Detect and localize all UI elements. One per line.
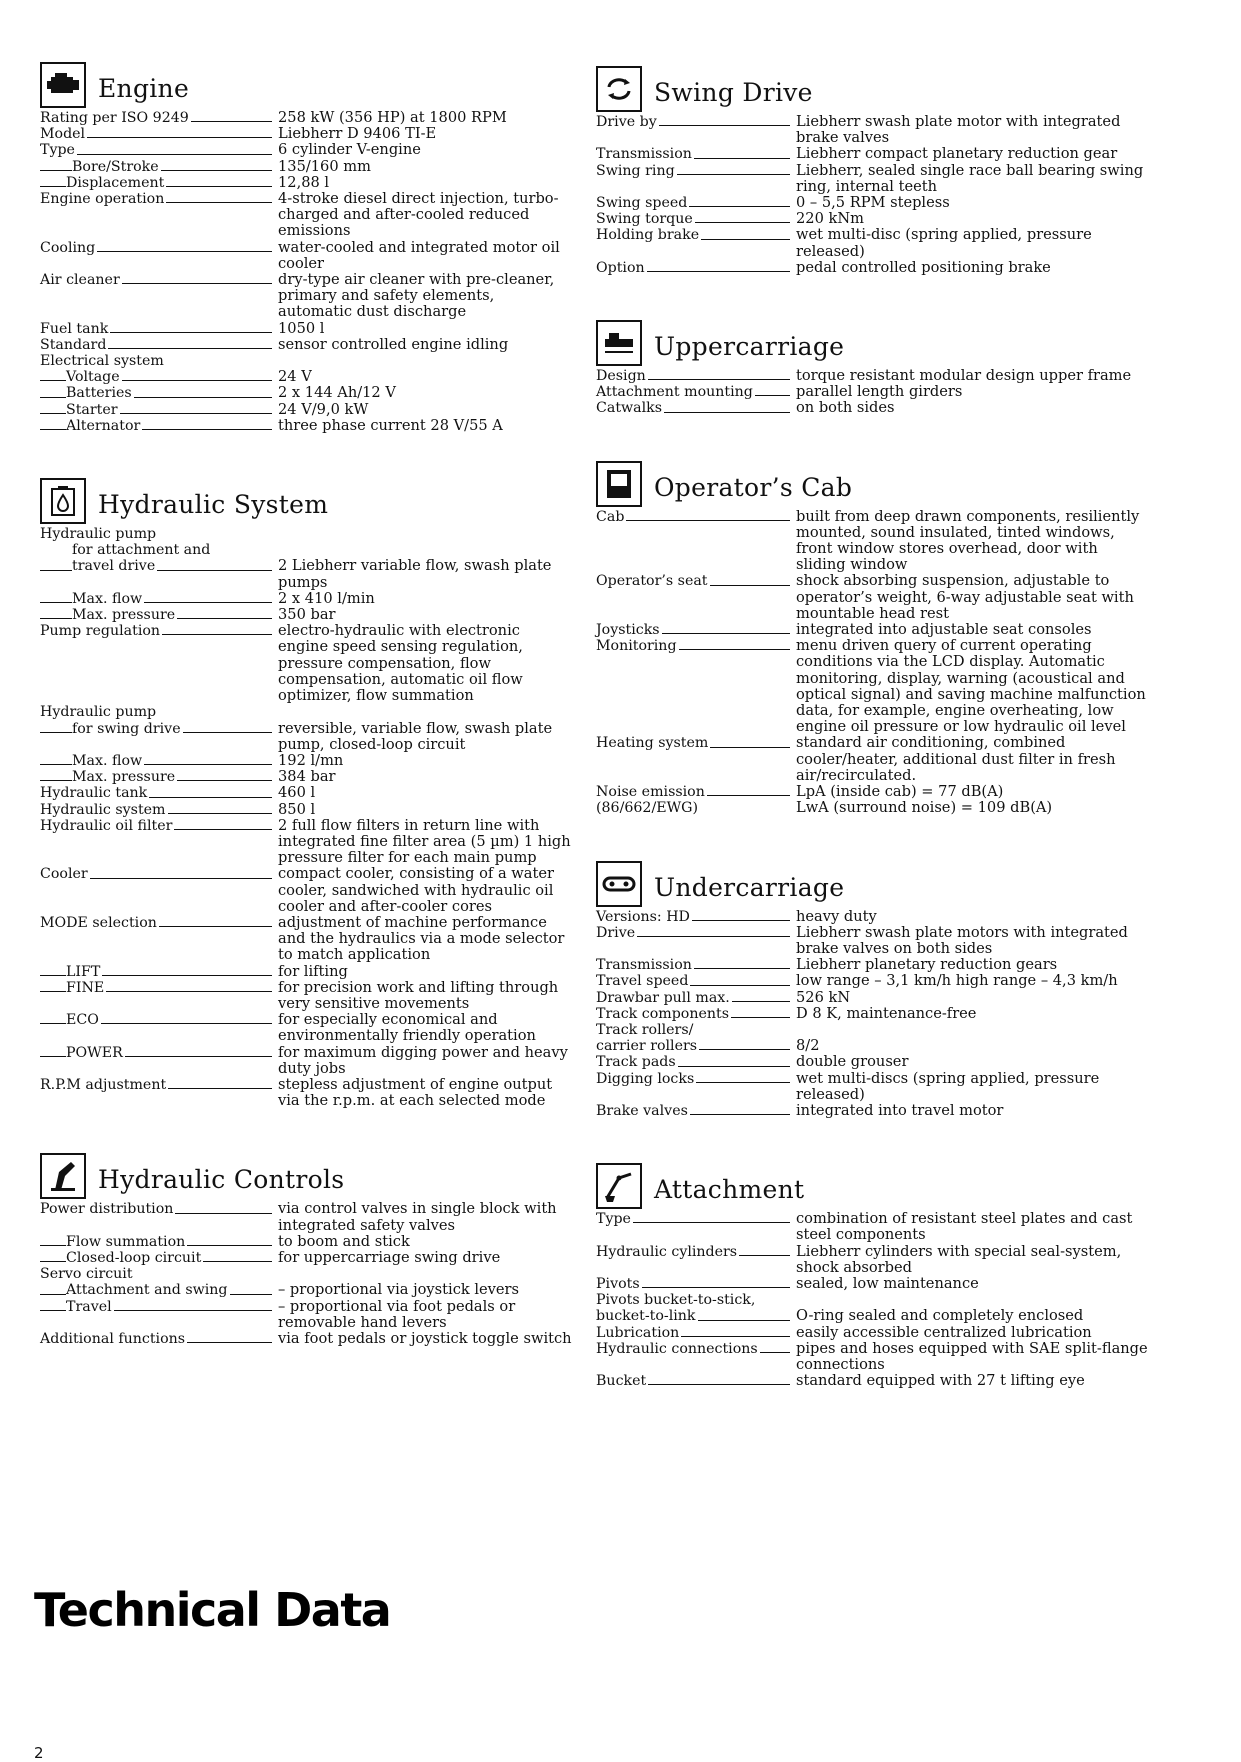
spec-row	[596, 114, 1148, 146]
spec-label: Cooler	[40, 866, 88, 883]
spec-label: Digging locks	[596, 1070, 695, 1087]
spec-value: stepless adjustment of engine output via the r.p.m. at each selected mode	[278, 1075, 553, 1110]
spec-label: Electrical system	[40, 353, 164, 370]
spec-row	[596, 638, 1148, 735]
spec-row	[596, 800, 1148, 816]
spec-label: Flow summation	[66, 1233, 186, 1250]
spec-label: ECO	[66, 1012, 99, 1029]
spec-value: three phase current 28 V/55 A	[278, 416, 503, 434]
spec-row	[40, 721, 572, 753]
spec-row	[596, 163, 1148, 195]
spec-value: water-cooled and integrated motor oil cooler	[278, 238, 560, 272]
spec-value: – proportional via joystick levers	[278, 1281, 520, 1299]
spec-label: Bucket	[596, 1373, 647, 1390]
spec-label: Hydraulic cylinders	[596, 1243, 738, 1260]
spec-value: 384 bar	[278, 768, 336, 786]
spec-value: integrated into adjustable seat consoles	[796, 621, 1092, 639]
spec-row	[40, 704, 572, 720]
spec-value: for maximum digging power and heavy duty jobs	[278, 1043, 568, 1077]
spec-row	[40, 402, 572, 418]
spec-label: Fuel tank	[40, 320, 109, 337]
spec-label: Travel speed	[596, 973, 689, 990]
spec-value: heavy duty	[796, 907, 877, 925]
spec-row	[40, 769, 572, 785]
spec-label: Hydraulic pump	[40, 526, 157, 543]
spec-label: Additional functions	[40, 1331, 186, 1347]
spec-row	[596, 573, 1148, 622]
spec-row	[40, 818, 572, 867]
spec-row	[596, 384, 1148, 400]
spec-label: Operator’s seat	[596, 573, 708, 590]
spec-row	[596, 1373, 1148, 1389]
spec-row	[40, 418, 572, 434]
spec-value: 135/160 mm	[278, 157, 371, 175]
spec-row	[596, 1276, 1148, 1292]
spec-label: Cooling	[40, 239, 96, 256]
spec-value: 24 V/9,0 kW	[278, 400, 369, 418]
spec-value: for especially economical and environmentally friendly operation	[278, 1011, 536, 1045]
spec-value: sealed, low maintenance	[796, 1274, 979, 1292]
spec-value: 258 kW (356 HP) at 1800 RPM	[278, 109, 507, 126]
spec-row	[596, 1038, 1148, 1054]
uppercarriage-section	[596, 304, 1148, 417]
spec-value: 2 x 144 Ah/12 V	[278, 384, 396, 402]
spec-row	[40, 1012, 572, 1044]
spec-row	[596, 1325, 1148, 1341]
spec-label: Swing torque	[596, 211, 693, 228]
excavator-arm-icon	[596, 1163, 642, 1209]
undercarriage-section	[596, 845, 1148, 1120]
spec-value: via control valves in single block with integrated safety valves	[278, 1200, 557, 1234]
spec-value: pedal controlled positioning brake	[796, 258, 1051, 276]
spec-label: Pump regulation	[40, 623, 161, 640]
spec-label: FINE	[66, 979, 105, 996]
hydraulic-controls-section	[40, 1137, 572, 1347]
spec-value: built from deep drawn components, resiliently mounted, sound insulated, tinted windows, front window stores overhead, door with sliding window	[796, 507, 1140, 574]
spec-label: Attachment mounting	[596, 384, 753, 401]
spec-value: 2 full flow filters in return line with integrated fine filter area (5 µm) 1 high pressure filter for each main pump	[278, 816, 571, 867]
spec-row	[596, 260, 1148, 276]
spec-row	[40, 591, 572, 607]
spec-row	[40, 785, 572, 801]
attachment-section	[596, 1147, 1148, 1389]
spec-row	[596, 1022, 1148, 1038]
spec-label: Bore/Stroke	[72, 158, 159, 175]
spec-row	[596, 1103, 1148, 1119]
spec-label: Transmission	[596, 146, 692, 163]
spec-value: on both sides	[796, 399, 895, 417]
spec-value: 1050 l	[278, 319, 325, 337]
hydraulic-controls-title: Hydraulic Controls	[98, 1165, 345, 1195]
engine-section	[40, 46, 572, 434]
spec-row	[40, 159, 572, 175]
spec-value: 2 x 410 l/min	[278, 589, 375, 607]
spec-label: Joysticks	[596, 622, 660, 639]
spec-row	[40, 1266, 572, 1282]
track-icon	[596, 861, 642, 907]
operators-cab-title: Operator’s Cab	[654, 472, 853, 502]
spec-row	[596, 1071, 1148, 1103]
spec-value: 460 l	[278, 784, 316, 802]
spec-label: Hydraulic oil filter	[40, 817, 173, 834]
spec-row	[596, 509, 1148, 574]
spec-row	[40, 753, 572, 769]
spec-label: R.P.M adjustment	[40, 1076, 167, 1093]
spec-label: Closed-loop circuit	[66, 1249, 202, 1266]
spec-label: Cab	[596, 508, 625, 525]
spec-value: torque resistant modular design upper frame	[796, 367, 1132, 385]
spec-row	[40, 142, 572, 158]
spec-label: Air cleaner	[40, 272, 120, 289]
spec-row	[40, 980, 572, 1012]
cab-icon	[596, 461, 642, 507]
spec-row	[596, 957, 1148, 973]
hydraulic-system-title: Hydraulic System	[98, 490, 329, 520]
spec-label: Batteries	[66, 385, 132, 402]
spec-value: 8/2	[796, 1037, 820, 1055]
right-column	[596, 50, 1148, 1417]
spec-value: 350 bar	[278, 606, 336, 624]
spec-label: Max. flow	[72, 590, 143, 607]
spec-label: Drive by	[596, 114, 657, 130]
spec-label: Lubrication	[596, 1324, 680, 1341]
spec-row	[596, 1308, 1148, 1324]
spec-value: Liebherr D 9406 TI-E	[278, 125, 437, 143]
spec-label: Hydraulic tank	[40, 785, 148, 802]
spec-value: 24 V	[278, 368, 312, 386]
spec-value: sensor controlled engine idling	[278, 335, 509, 353]
spec-row	[40, 558, 572, 590]
spec-value: double grouser	[796, 1053, 909, 1071]
spec-row	[596, 146, 1148, 162]
spec-value: dry-type air cleaner with pre-cleaner, primary and safety elements, automatic dust discharge	[278, 271, 555, 321]
spec-value: pipes and hoses equipped with SAE split-flange connections	[796, 1339, 1148, 1373]
spec-value: – proportional via foot pedals or removable hand levers	[278, 1297, 516, 1331]
engine-title: Engine	[98, 74, 190, 103]
hydraulic-tank-icon	[40, 478, 86, 524]
spec-value: shock absorbing suspension, adjustable to operator’s weight, 6-way adjustable seat with mountable head rest	[796, 572, 1134, 622]
spec-label: Voltage	[66, 369, 120, 386]
spec-row	[40, 175, 572, 191]
spec-value: Liebherr, sealed single race ball bearing swing ring, internal teeth	[796, 161, 1144, 195]
spec-label: Brake valves	[596, 1102, 688, 1119]
spec-row	[596, 990, 1148, 1006]
spec-value: electro-hydraulic with electronic engine speed sensing regulation, pressure compensation, flow compensation, automatic oil flow optimizer, flow summation	[278, 622, 523, 705]
rotation-arrows-icon	[596, 66, 642, 112]
spec-label: bucket-to-link	[596, 1308, 696, 1325]
spec-row	[40, 191, 572, 240]
spec-value: for precision work and lifting through very sensitive movements	[278, 978, 559, 1012]
spec-value: via foot pedals or joystick toggle switch	[278, 1330, 572, 1347]
spec-row	[596, 909, 1148, 925]
swing-drive-section	[596, 50, 1148, 276]
spec-label: Starter	[66, 401, 118, 418]
spec-value: 12,88 l	[278, 173, 330, 191]
spec-row	[596, 925, 1148, 957]
spec-value: menu driven query of current operating conditions via the LCD display. Automatic monitoring, display, warning (acoustical and optical signal) and saving machine malfunction data, for example, engine overheating, low engine oil pressure or low hydraulic oil level	[796, 637, 1146, 736]
spec-label: Catwalks	[596, 400, 663, 417]
spec-label: Option	[596, 259, 645, 276]
spec-row	[596, 195, 1148, 211]
spec-label: Max. pressure	[72, 607, 176, 624]
spec-row	[40, 110, 572, 126]
spec-value: standard equipped with 27 t lifting eye	[796, 1372, 1085, 1390]
swing-drive-title: Swing Drive	[654, 78, 813, 107]
spec-value: for lifting	[278, 962, 348, 980]
spec-label: Hydraulic system	[40, 801, 166, 818]
spec-row	[596, 622, 1148, 638]
spec-value: wet multi-disc (spring applied, pressure released)	[796, 226, 1092, 260]
spec-row	[40, 240, 572, 272]
left-column	[40, 46, 572, 1375]
spec-value: adjustment of machine performance and the hydraulics via a mode selector to match application	[278, 913, 565, 964]
spec-value: integrated into travel motor	[796, 1101, 1004, 1119]
spec-row	[40, 1045, 572, 1077]
spec-label: Hydraulic pump	[40, 704, 157, 721]
spec-row	[596, 1292, 1148, 1308]
spec-row	[40, 526, 572, 542]
technical-data-title: Technical Data	[34, 1583, 391, 1637]
spec-row	[596, 1341, 1148, 1373]
spec-label: Versions: HD	[596, 908, 690, 925]
spec-row	[40, 866, 572, 915]
spec-row	[40, 1077, 572, 1109]
spec-label: for swing drive	[72, 720, 181, 737]
spec-row	[40, 353, 572, 369]
spec-value: 2 Liebherr variable flow, swash plate pumps	[278, 557, 552, 591]
spec-row	[40, 385, 572, 401]
spec-label: Swing ring	[596, 162, 675, 179]
spec-label: POWER	[66, 1044, 123, 1061]
spec-row	[40, 369, 572, 385]
spec-row	[40, 1201, 572, 1233]
undercarriage-title: Undercarriage	[654, 872, 845, 902]
spec-label: Power distribution	[40, 1201, 174, 1218]
spec-value: 4-stroke diesel direct injection, turbo-charged and after-cooled reduced emissions	[278, 190, 559, 240]
spec-row	[40, 1299, 572, 1331]
spec-value: Liebherr swash plate motors with integrated brake valves on both sides	[796, 923, 1128, 957]
spec-row	[40, 337, 572, 353]
spec-row	[40, 607, 572, 623]
spec-row	[40, 1282, 572, 1298]
spec-value: D 8 K, maintenance-free	[796, 1004, 977, 1022]
spec-row	[596, 1211, 1148, 1243]
spec-label: Track rollers/	[596, 1021, 694, 1038]
spec-row	[40, 623, 572, 704]
spec-label: for attachment and	[72, 542, 211, 559]
spec-row	[596, 973, 1148, 989]
spec-value: O-ring sealed and completely enclosed	[796, 1307, 1084, 1325]
spec-value: 192 l/mn	[278, 751, 344, 769]
spec-label: Servo circuit	[40, 1266, 133, 1283]
spec-label: LIFT	[66, 963, 101, 980]
spec-row	[40, 915, 572, 964]
hydraulic-system-section	[40, 462, 572, 1109]
spec-label: Attachment and swing	[66, 1282, 228, 1299]
spec-row	[40, 321, 572, 337]
spec-label: Max. flow	[72, 752, 143, 769]
spec-label: Drive	[596, 924, 636, 941]
spec-value: easily accessible centralized lubrication	[796, 1323, 1092, 1341]
spec-value: for uppercarriage swing drive	[278, 1248, 501, 1266]
spec-value: compact cooler, consisting of a water cooler, sandwiched with hydraulic oil cooler and after-cooler cores	[278, 865, 554, 915]
spec-label: Swing speed	[596, 195, 688, 212]
spec-label: MODE selection	[40, 914, 157, 931]
spec-row	[596, 735, 1148, 784]
spec-label: Travel	[66, 1298, 112, 1315]
spec-label: Monitoring	[596, 638, 677, 655]
spec-value: parallel length girders	[796, 383, 963, 401]
spec-label: Model	[40, 126, 86, 143]
attachment-title: Attachment	[654, 1175, 805, 1205]
engine-icon	[40, 62, 86, 108]
spec-row	[596, 1006, 1148, 1022]
spec-label: Noise emission	[596, 784, 705, 801]
spec-label: (86/662/EWG)	[596, 800, 699, 817]
spec-row	[596, 368, 1148, 384]
spec-value: standard air conditioning, combined cooler/heater, additional dust filter in fresh air/recirculated.	[796, 734, 1116, 784]
spec-value: Liebherr cylinders with special seal-system, shock absorbed	[796, 1242, 1122, 1276]
spec-row	[40, 1250, 572, 1266]
spec-row	[40, 1234, 572, 1250]
spec-label: Standard	[40, 336, 107, 353]
spec-label: Pivots	[596, 1275, 640, 1292]
spec-value: Liebherr swash plate motor with integrated brake valves	[796, 113, 1121, 147]
spec-value: to boom and stick	[278, 1232, 410, 1250]
spec-row	[40, 126, 572, 142]
spec-value: LwA (surround noise) = 109 dB(A)	[796, 799, 1053, 817]
spec-row	[40, 542, 572, 558]
page-number: 2	[34, 1744, 44, 1762]
spec-label: Pivots bucket-to-stick,	[596, 1292, 756, 1309]
spec-label: Design	[596, 368, 646, 385]
spec-row	[40, 964, 572, 980]
spec-label: travel drive	[72, 558, 156, 575]
spec-label: carrier rollers	[596, 1038, 698, 1055]
spec-label: Displacement	[66, 174, 165, 191]
spec-row	[596, 1054, 1148, 1070]
spec-label: Track components	[596, 1005, 729, 1022]
spec-row	[40, 272, 572, 321]
spec-label: Type	[596, 1211, 631, 1228]
spec-value: 526 kN	[796, 988, 851, 1006]
spec-value: LpA (inside cab) = 77 dB(A)	[796, 783, 1004, 801]
spec-label: Drawbar pull max.	[596, 989, 730, 1006]
spec-label: Transmission	[596, 957, 692, 974]
spec-label: Track pads	[596, 1054, 676, 1071]
spec-value: reversible, variable flow, swash plate pump, closed-loop circuit	[278, 719, 553, 753]
spec-row	[596, 211, 1148, 227]
spec-value: low range – 3,1 km/h high range – 4,3 km/h	[796, 972, 1118, 990]
spec-row	[40, 1331, 572, 1347]
spec-value: Liebherr compact planetary reduction gear	[796, 145, 1118, 163]
spec-value: 6 cylinder V-engine	[278, 141, 421, 159]
spec-value: 220 kNm	[796, 210, 864, 228]
spec-label: Alternator	[66, 417, 141, 434]
spec-value: Liebherr planetary reduction gears	[796, 956, 1058, 974]
spec-row	[596, 784, 1148, 800]
spec-label: Heating system	[596, 735, 709, 752]
spec-row	[596, 1244, 1148, 1276]
spec-value: 0 – 5,5 RPM stepless	[796, 194, 950, 212]
spec-label: Hydraulic connections	[596, 1340, 758, 1357]
spec-label: Rating per ISO 9249	[40, 110, 189, 126]
spec-row	[596, 400, 1148, 416]
spec-label: Holding brake	[596, 227, 700, 244]
spec-value: wet multi-discs (spring applied, pressure released)	[796, 1069, 1100, 1103]
spec-value: combination of resistant steel plates and cast steel components	[796, 1210, 1133, 1244]
spec-label: Type	[40, 142, 75, 159]
spec-value: 850 l	[278, 800, 316, 818]
uppercarriage-icon	[596, 320, 642, 366]
spec-row	[40, 802, 572, 818]
spec-row	[596, 227, 1148, 259]
uppercarriage-title: Uppercarriage	[654, 332, 845, 362]
spec-label: Max. pressure	[72, 769, 176, 786]
control-lever-icon	[40, 1153, 86, 1199]
operators-cab-section	[596, 445, 1148, 817]
spec-label: Engine operation	[40, 191, 165, 208]
